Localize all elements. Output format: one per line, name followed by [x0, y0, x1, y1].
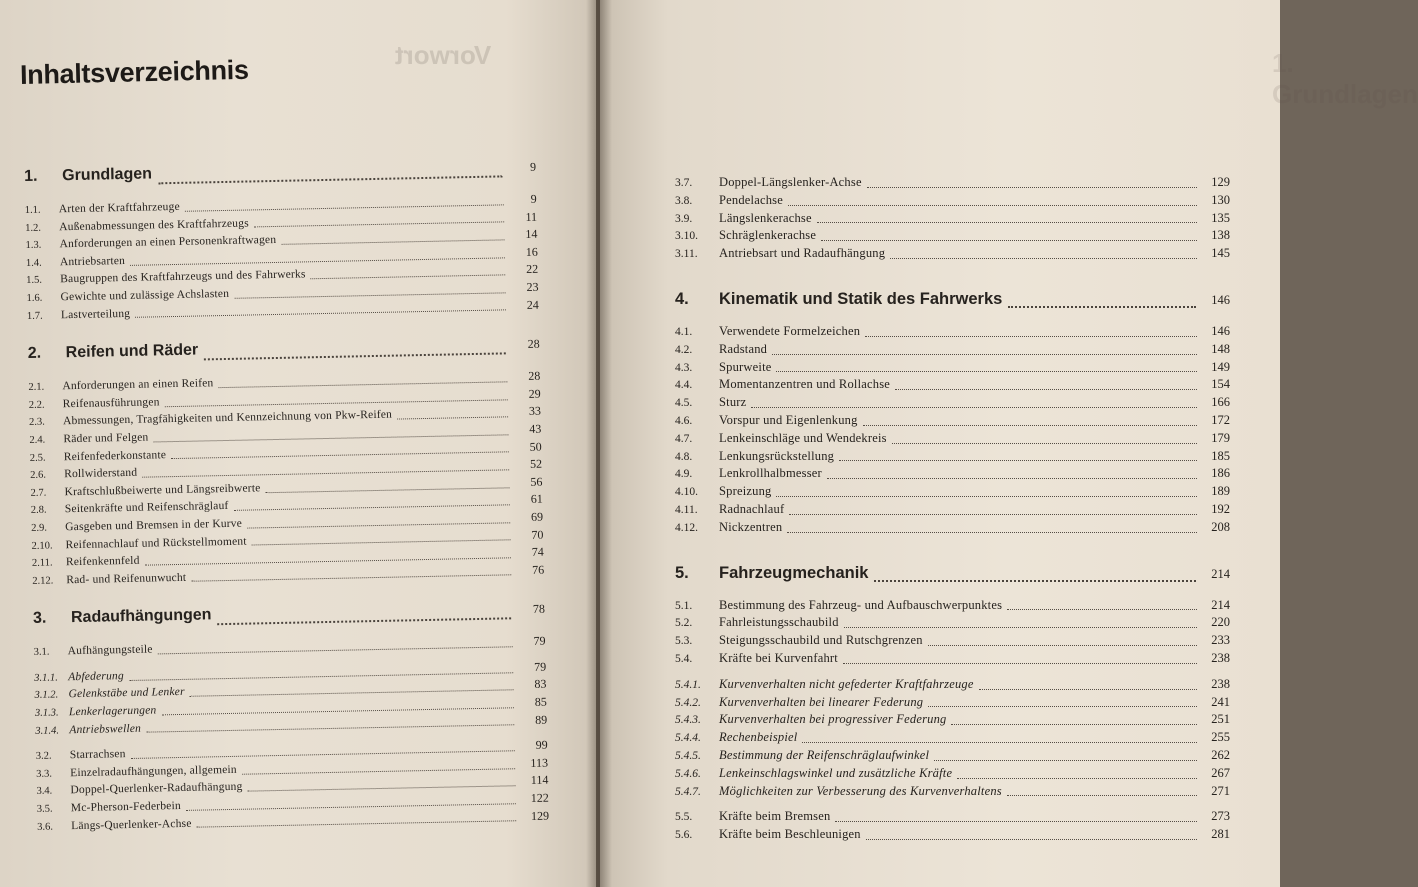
entry-title: Anforderungen an einen Personenkraftwagen	[59, 234, 277, 251]
entry-page-number: 154	[1211, 377, 1230, 392]
entry-number: 4.2.	[675, 343, 693, 356]
toc-entry	[675, 748, 1230, 766]
entry-title: Reifennachlauf und Rückstellmoment	[65, 535, 247, 551]
dot-leader	[242, 767, 515, 774]
entry-page-number: 122	[530, 790, 549, 805]
toc-entry	[675, 324, 1230, 342]
dot-leader	[867, 186, 1197, 188]
right-page	[600, 0, 1418, 887]
entry-page-number: 76	[532, 562, 545, 577]
dot-leader	[248, 784, 516, 791]
entry-page-number: 24	[526, 297, 539, 312]
entry-page-number: 233	[1211, 633, 1230, 648]
entry-number: 3.4.	[36, 785, 53, 798]
entry-number: 1.1.	[24, 204, 41, 216]
dot-leader	[817, 221, 1197, 223]
entry-title: Abfederung	[68, 669, 124, 684]
dot-leader	[895, 388, 1197, 390]
dot-leader	[281, 238, 504, 244]
entry-title: Kräfte bei Kurvenfahrt	[719, 650, 838, 665]
section-number: 5.	[675, 563, 689, 582]
entry-number: 3.1.	[33, 646, 50, 659]
dot-leader	[751, 406, 1197, 408]
section-page-number: 214	[1211, 566, 1230, 581]
entry-page-number: 89	[535, 712, 548, 727]
dot-leader	[827, 477, 1197, 479]
entry-number: 5.4.1.	[675, 678, 701, 691]
entry-page-number: 79	[533, 633, 546, 649]
entry-number: 2.9.	[31, 522, 48, 534]
dot-leader	[843, 662, 1197, 664]
entry-number: 5.4.4.	[675, 732, 701, 745]
toc-entry	[675, 193, 1230, 211]
entry-page-number: 28	[528, 368, 541, 384]
entry-title: Schräglenkerachse	[719, 228, 817, 243]
entry-number: 3.8.	[675, 194, 693, 207]
section-title: Reifen und Räder	[65, 341, 199, 362]
show-through-text: 1. Grundlagen	[1272, 48, 1418, 109]
entry-title: Rollwiderstand	[64, 466, 138, 481]
dot-leader	[821, 239, 1197, 241]
entry-title: Momentanzentren und Rollachse	[719, 377, 891, 392]
dot-leader	[397, 415, 508, 419]
entry-title: Reifenkennfeld	[65, 554, 140, 569]
entry-number: 2.7.	[30, 487, 47, 499]
dot-leader	[874, 579, 1196, 582]
entry-title: Baugruppen des Kraftfahrzeugs und des Fahrwerks	[60, 268, 306, 286]
entry-number: 5.1.	[675, 599, 693, 612]
entry-number: 2.4.	[29, 434, 46, 446]
entry-number: 5.4.2.	[675, 696, 701, 709]
spacer	[675, 538, 1230, 564]
entry-title: Anforderungen an einen Reifen	[62, 377, 214, 393]
entry-page-number: 262	[1211, 747, 1230, 762]
entry-number: 1.6.	[26, 292, 43, 304]
entry-number: 2.10.	[31, 540, 53, 552]
entry-title: Lenkungsrückstellung	[719, 448, 835, 463]
entry-number: 1.4.	[25, 257, 42, 269]
entry-title: Bestimmung der Reifenschräglaufwinkel	[719, 747, 930, 762]
entry-number: 2.12.	[32, 575, 54, 587]
dot-leader	[252, 539, 511, 546]
dot-leader	[219, 380, 508, 388]
entry-page-number: 99	[535, 737, 548, 753]
toc-entry	[675, 211, 1230, 229]
entry-title: Radstand	[719, 341, 768, 356]
toc-section	[33, 600, 549, 836]
entry-title: Fahrleistungsschaubild	[719, 615, 839, 630]
entry-number: 1.3.	[25, 239, 42, 252]
entry-number: 1.7.	[26, 310, 43, 322]
dot-leader	[979, 688, 1197, 690]
entry-number: 4.10.	[675, 486, 698, 499]
entry-page-number: 241	[1211, 694, 1230, 709]
entry-title: Längs-Querlenker-Achse	[71, 817, 192, 832]
dot-leader	[863, 424, 1197, 426]
dot-leader	[789, 513, 1197, 515]
entry-title: Lenkerlagerungen	[68, 704, 157, 719]
toc-entry	[675, 413, 1230, 431]
entry-page-number: 281	[1211, 827, 1230, 842]
entry-page-number: 114	[530, 773, 549, 788]
section-heading	[675, 290, 1230, 316]
section-title: Fahrzeugmechanik	[719, 563, 869, 582]
entry-page-number: 185	[1211, 448, 1230, 463]
entry-page-number: 238	[1211, 676, 1230, 691]
dot-leader	[197, 820, 517, 828]
section-number: 1.	[24, 167, 38, 185]
toc-entry	[675, 449, 1230, 467]
toc-entry	[675, 598, 1230, 616]
toc-section	[28, 335, 545, 590]
dot-leader	[234, 291, 505, 298]
entry-number: 4.9.	[675, 468, 693, 481]
show-through-text: Vorwort	[395, 40, 492, 70]
entry-title: Rechenbeispiel	[719, 730, 798, 745]
entry-page-number: 70	[531, 527, 544, 542]
entry-title: Rad- und Reifenunwucht	[66, 571, 187, 586]
entry-page-number: 22	[525, 262, 539, 277]
entry-page-number: 43	[529, 421, 542, 436]
entry-title: Lenkeinschlagswinkel und zusätzliche Kräfte	[719, 765, 953, 780]
dot-leader	[928, 644, 1197, 646]
entry-page-number: 138	[1211, 228, 1230, 243]
entry-page-number: 129	[1211, 175, 1230, 189]
dot-leader	[266, 486, 510, 493]
entry-number: 1.2.	[25, 222, 42, 234]
entry-page-number: 61	[530, 491, 543, 507]
entry-number: 3.5.	[36, 803, 53, 815]
entry-title: Steigungsschaubild und Rutschgrenzen	[719, 633, 923, 648]
dot-leader	[254, 221, 504, 228]
dot-leader	[1007, 608, 1197, 610]
dot-leader	[839, 459, 1197, 461]
entry-page-number: 50	[529, 439, 542, 454]
entry-title: Spurweite	[719, 359, 772, 374]
section-page-number: 146	[1211, 292, 1230, 307]
entry-page-number: 11	[525, 209, 538, 224]
entry-number: 5.6.	[675, 829, 693, 842]
entry-title: Räder und Felgen	[63, 431, 149, 446]
entry-title: Doppel-Querlenker-Radaufhängung	[70, 781, 243, 797]
entry-page-number: 56	[530, 474, 543, 489]
toc-section	[24, 158, 539, 325]
entry-page-number: 186	[1211, 466, 1230, 481]
entry-page-number: 238	[1211, 650, 1230, 665]
entry-page-number: 79	[533, 659, 547, 674]
entry-title: Seitenkräfte und Reifenschräglauf	[64, 500, 229, 516]
toc-entry	[675, 633, 1230, 651]
entry-title: Kurvenverhalten bei linearer Federung	[719, 694, 924, 709]
entry-number: 4.12.	[675, 521, 698, 534]
toc-section	[675, 564, 1230, 845]
entry-title: Mc-Pherson-Federbein	[70, 800, 181, 815]
entry-number: 2.8.	[30, 504, 47, 517]
entry-number: 3.1.2.	[34, 689, 59, 702]
entry-page-number: 129	[530, 808, 550, 823]
entry-page-number: 74	[531, 544, 544, 559]
dot-leader	[234, 503, 510, 511]
entry-title: Vorspur und Eigenlenkung	[719, 412, 858, 427]
entry-number: 5.4.	[675, 652, 693, 665]
entry-number: 3.9.	[675, 212, 693, 225]
entry-page-number: 192	[1211, 501, 1230, 516]
entry-page-number: 255	[1211, 730, 1230, 745]
entry-page-number: 85	[534, 694, 547, 709]
entry-page-number: 220	[1211, 615, 1230, 630]
entry-title: Kräfte beim Beschleunigen	[719, 827, 861, 842]
dot-leader	[890, 257, 1197, 259]
toc-entry	[675, 784, 1230, 802]
dot-leader	[934, 759, 1197, 761]
toc-entry	[675, 502, 1230, 520]
entry-number: 3.11.	[675, 248, 698, 261]
entry-number: 4.7.	[675, 432, 693, 445]
entry-page-number: 149	[1211, 359, 1230, 374]
entry-title: Aufhängungsteile	[67, 643, 153, 658]
section-page-number: 28	[527, 336, 540, 352]
dot-leader	[218, 616, 512, 625]
entry-page-number: 145	[1211, 246, 1230, 261]
dot-leader	[951, 723, 1197, 725]
toc-entry	[675, 712, 1230, 730]
dot-leader	[204, 351, 506, 360]
entry-title: Nickzentren	[719, 519, 783, 534]
entry-title: Lenkeinschläge und Wendekreis	[719, 430, 887, 445]
toc-section	[675, 290, 1230, 538]
dot-leader	[247, 521, 510, 528]
entry-number: 4.4.	[675, 379, 693, 392]
entry-page-number: 113	[530, 755, 549, 770]
left-page	[0, 0, 596, 887]
entry-page-number: 23	[526, 279, 539, 294]
section-number: 4.	[675, 289, 689, 308]
entry-page-number: 16	[525, 244, 538, 259]
dot-leader	[865, 335, 1197, 337]
toc-entry	[675, 730, 1230, 748]
entry-title: Doppel-Längslenker-Achse	[719, 175, 862, 189]
entry-title: Längslenkerachse	[719, 210, 812, 225]
entry-page-number: 208	[1211, 519, 1230, 534]
section-number: 3.	[32, 609, 47, 628]
entry-number: 3.3.	[36, 768, 53, 780]
entry-number: 2.5.	[29, 452, 46, 464]
entry-title: Kurvenverhalten bei progressiver Federung	[719, 712, 947, 727]
entry-title: Kräfte beim Bremsen	[719, 809, 831, 824]
dot-leader	[772, 353, 1197, 355]
toc-entry	[675, 827, 1230, 845]
entry-number: 5.4.5.	[675, 749, 701, 762]
toc-entry	[675, 395, 1230, 413]
section-heading	[675, 564, 1230, 590]
dot-leader	[776, 495, 1197, 497]
dot-leader	[1007, 794, 1197, 796]
entry-number: 4.3.	[675, 361, 693, 374]
toc-entry	[675, 677, 1230, 695]
entry-title: Kurvenverhalten nicht gefederter Kraftfahrzeuge	[719, 676, 974, 691]
dot-leader	[1008, 305, 1196, 308]
entry-number: 3.6.	[37, 821, 54, 833]
toc-right-column	[675, 175, 1230, 845]
entry-title: Antriebsart und Radaufhängung	[719, 246, 886, 261]
entry-page-number: 148	[1211, 341, 1230, 356]
entry-number: 4.6.	[675, 414, 693, 427]
spacer	[675, 264, 1230, 290]
entry-page-number: 29	[528, 386, 541, 401]
dot-leader	[892, 442, 1197, 444]
dot-leader	[866, 838, 1197, 840]
section-title: Grundlagen	[61, 165, 153, 185]
entry-title: Antriebsarten	[59, 254, 126, 269]
entry-number: 5.4.3.	[675, 714, 701, 727]
page-title: Inhaltsverzeichnis	[19, 54, 249, 90]
entry-number: 3.2.	[35, 750, 52, 763]
toc-entry	[675, 520, 1230, 538]
toc-entry	[675, 484, 1230, 502]
entry-page-number: 130	[1211, 192, 1230, 207]
section-title: Kinematik und Statik des Fahrwerks	[719, 289, 1003, 308]
entry-number: 3.1.3.	[34, 707, 59, 719]
entry-title: Kraftschlußbeiwerte und Längsreibwerte	[64, 482, 261, 498]
entry-page-number: 179	[1211, 430, 1230, 445]
entry-page-number: 172	[1211, 412, 1230, 427]
toc-entry	[675, 228, 1230, 246]
entry-title: Spreizung	[719, 484, 772, 499]
entry-title: Lastverteilung	[60, 307, 131, 321]
entry-number: 3.10.	[675, 230, 698, 243]
entry-title: Arten der Kraftfahrzeuge	[58, 200, 180, 216]
dot-leader	[788, 204, 1197, 206]
spacer	[675, 590, 1230, 598]
dot-leader	[957, 777, 1197, 779]
section-page-number: 78	[532, 601, 546, 617]
toc-entry	[675, 651, 1230, 669]
dot-leader	[158, 174, 502, 184]
dot-leader	[844, 626, 1197, 628]
dot-leader	[311, 274, 506, 280]
entry-page-number: 52	[529, 456, 543, 472]
entry-title: Pendelachse	[719, 192, 783, 207]
entry-number: 4.1.	[675, 325, 693, 338]
entry-title: Sturz	[719, 395, 747, 410]
toc-entry	[675, 615, 1230, 633]
dot-leader	[776, 370, 1197, 372]
toc-entry	[675, 431, 1230, 449]
dot-leader	[928, 705, 1197, 707]
section-page-number: 9	[529, 159, 537, 174]
entry-number: 3.1.4.	[35, 725, 60, 737]
section-number: 2.	[27, 344, 42, 363]
entry-page-number: 267	[1211, 765, 1230, 780]
toc-entry	[675, 377, 1230, 395]
entry-title: Bestimmung des Fahrzeug- und Aufbauschwerpunktes	[719, 597, 1003, 612]
toc-entry	[675, 466, 1230, 484]
entry-page-number: 273	[1211, 809, 1230, 824]
entry-number: 5.5.	[675, 811, 693, 824]
entry-title: Gelenkstäbe und Lenker	[68, 686, 185, 701]
toc-entry	[675, 175, 1230, 193]
entry-number: 1.5.	[26, 275, 43, 287]
dot-leader	[787, 531, 1197, 533]
entry-page-number: 14	[525, 226, 538, 242]
entry-title: Gasgeben und Bremsen in der Kurve	[65, 517, 243, 534]
entry-title: Lenkrollhalbmesser	[719, 466, 822, 481]
entry-page-number: 9	[530, 191, 537, 206]
entry-page-number: 69	[530, 509, 544, 524]
entry-page-number: 271	[1211, 783, 1230, 798]
entry-page-number: 166	[1211, 395, 1230, 410]
entry-title: Reifenfederkonstante	[63, 448, 167, 463]
entry-page-number: 83	[534, 677, 547, 692]
entry-page-number: 251	[1211, 712, 1230, 727]
entry-number: 4.8.	[675, 450, 693, 463]
entry-number: 2.3.	[29, 416, 45, 429]
spacer	[675, 669, 1230, 677]
entry-title: Möglichkeiten zur Verbesserung des Kurvenverhaltens	[719, 783, 1002, 798]
toc-entry	[675, 246, 1230, 264]
entry-number: 2.2.	[28, 399, 45, 411]
entry-page-number: 214	[1211, 597, 1230, 612]
entry-number: 3.7.	[675, 177, 693, 189]
entry-number: 5.4.7.	[675, 785, 701, 798]
book-gutter	[586, 0, 612, 887]
toc-entry	[675, 342, 1230, 360]
entry-title: Verwendete Formelzeichen	[719, 323, 861, 338]
dot-leader	[835, 820, 1197, 822]
entry-page-number: 135	[1211, 210, 1230, 225]
dot-leader	[802, 741, 1197, 743]
entry-number: 2.6.	[30, 469, 47, 482]
entry-title: Reifenausführungen	[62, 396, 160, 411]
entry-number: 4.11.	[675, 503, 698, 516]
toc-entry	[675, 360, 1230, 378]
entry-title: Außenabmessungen des Kraftfahrzeugs	[59, 217, 249, 233]
entry-page-number: 146	[1211, 323, 1230, 338]
toc-entry	[675, 695, 1230, 713]
section-title: Radaufhängungen	[70, 606, 212, 627]
entry-page-number: 33	[528, 404, 542, 419]
entry-title: Radnachlauf	[719, 501, 785, 516]
entry-title: Abmessungen, Tragfähigkeiten und Kennzeichnung von Pkw-Reifen	[62, 409, 393, 428]
toc-entry	[675, 809, 1230, 827]
spacer	[675, 801, 1230, 809]
entry-title: Gewichte und zulässige Achslasten	[60, 287, 230, 304]
entry-number: 5.2.	[675, 617, 693, 630]
spacer	[675, 316, 1230, 324]
toc-left-column	[24, 158, 549, 836]
entry-number: 2.11.	[31, 557, 53, 570]
entry-title: Einzelradaufhängungen, allgemein	[70, 763, 237, 780]
entry-page-number: 189	[1211, 484, 1230, 499]
entry-title: Starrachsen	[69, 748, 126, 762]
entry-number: 5.4.6.	[675, 767, 701, 780]
entry-number: 4.5.	[675, 397, 693, 410]
entry-number: 3.1.1.	[34, 672, 58, 684]
toc-entry	[675, 766, 1230, 784]
entry-number: 5.3.	[675, 635, 693, 648]
entry-number: 2.1.	[28, 381, 45, 394]
entry-title: Antriebswellen	[69, 722, 142, 736]
